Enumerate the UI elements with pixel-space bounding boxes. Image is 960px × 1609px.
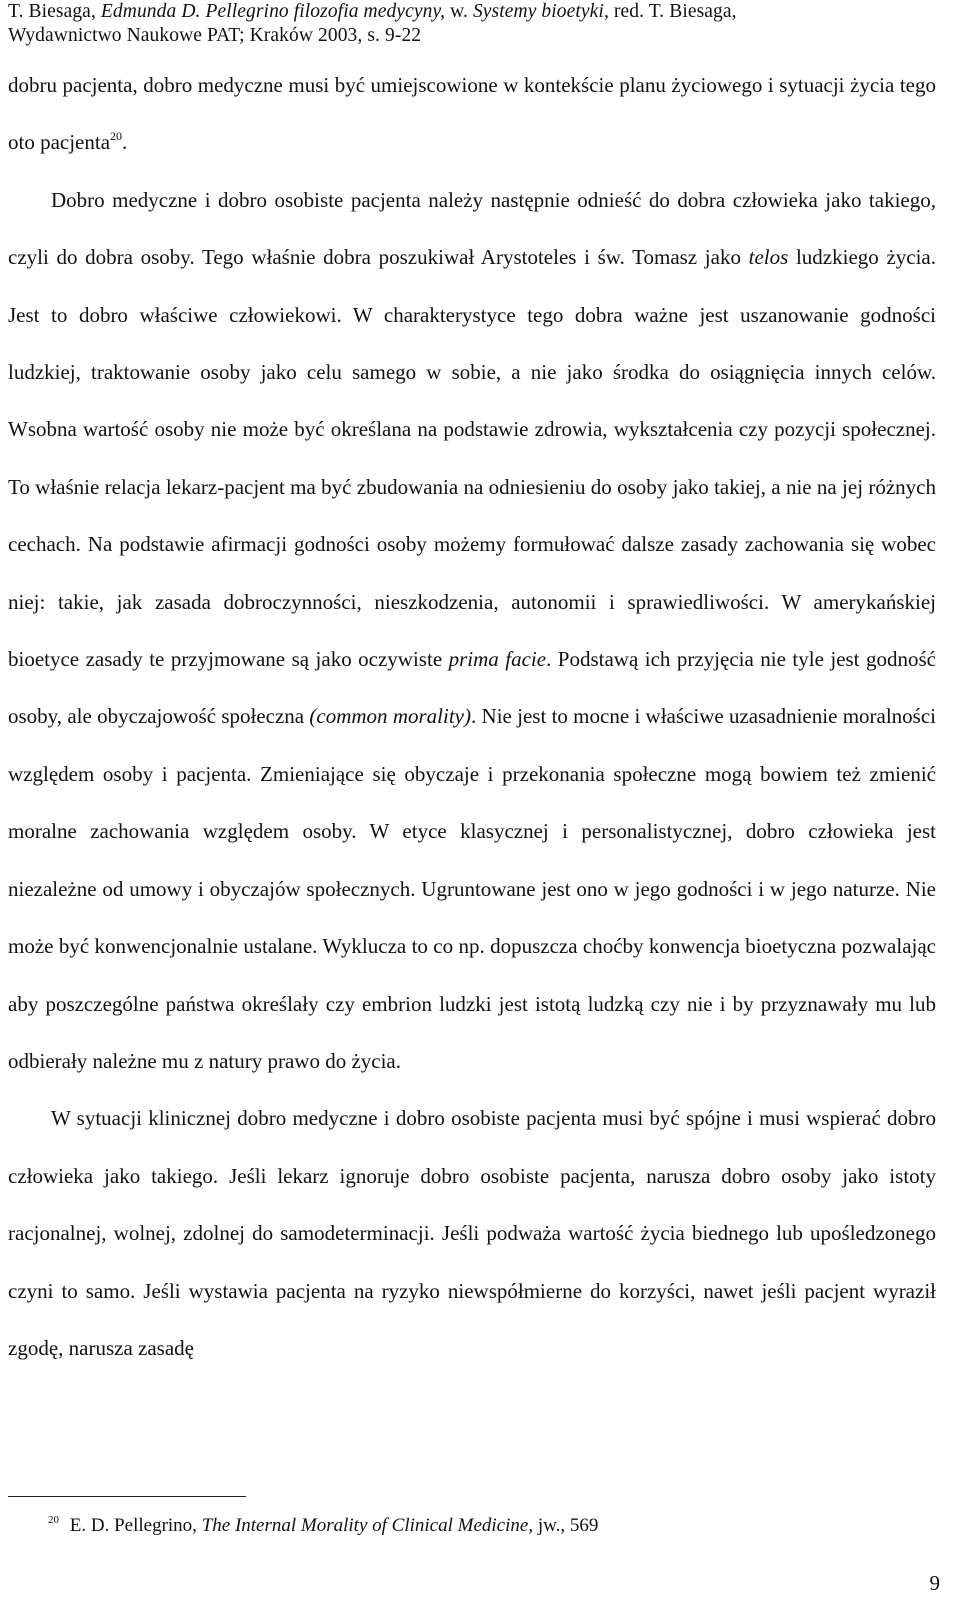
paragraph-2 xyxy=(8,172,936,1091)
paragraph-1-end: . xyxy=(122,130,128,155)
footnote-divider xyxy=(8,1496,246,1497)
paragraph-1-text: dobru pacjenta, dobro medyczne musi być umiejscowione w kontekście planu życiowego i sytuacji życia tego oto pacjenta xyxy=(8,73,936,155)
footnote-pages: jw., 569 xyxy=(533,1515,599,1536)
paragraph-2-italic-common-morality: (common morality) xyxy=(309,704,471,729)
footnote-number: 20 xyxy=(48,1514,59,1526)
header-book-title: Systemy bioetyki, xyxy=(472,1,609,22)
main-text xyxy=(8,57,936,1377)
page-number: 9 xyxy=(929,1571,940,1595)
footnote-reference[interactable]: 20 xyxy=(110,129,123,144)
paragraph-1 xyxy=(8,57,936,172)
header-author: T. Biesaga, xyxy=(8,1,101,22)
paragraph-2-text-c: . Podstawą ich przyjęcia nie tyle jest godność osoby, ale obyczajowość społeczna xyxy=(8,647,936,729)
header-line-1 xyxy=(8,0,948,24)
paragraph-2-italic-telos: telos xyxy=(748,245,789,270)
paragraph-3: W sytuacji klinicznej dobro medyczne i dobro osobiste pacjenta musi być spójne i musi wspierać dobro człowieka jako takiego. Jeśli lekarz ignoruje dobro osobiste pacjenta, narusza dobro osoby jako istoty racjonalnej, wolnej, zdolnej do samodeterminacji. Jeśli podważa wartość życia biednego lub upośledzonego czyni to samo. Jeśli wystawia pacjenta na ryzyko niewspółmierne do korzyści, nawet jeśli pacjent wyraził zgodę, narusza zasadę xyxy=(8,1106,936,1360)
paragraph-2-text-d: . Nie jest to mocne i właściwe uzasadnienie moralności względem osoby i pacjenta. Zmieniające się obyczaje i przekonania społeczne mogą bowiem też zmienić moralne zachowania względem osoby. W etyce klasycznej i personalistycznej, dobro człowieka jest niezależne od umowy i obyczajów społecznych. Ugruntowane jest ono w jego godności i w jego naturze. Nie może być konwencjonalnie ustalane. Wyklucza to co np. dopuszcza choćby konwencja bioetyczna pozwalając aby poszczególne państwa określały czy embrion ludzki jest istotą ludzką czy nie i by przyznawały mu lub odbierały należne mu z natury prawo do życia. xyxy=(8,704,936,1073)
header-in: w. xyxy=(445,1,473,22)
bibliographic-header xyxy=(8,0,948,48)
footnote xyxy=(48,1514,598,1538)
footnote-author: E. D. Pellegrino, xyxy=(65,1515,202,1536)
footnote-title: The Internal Morality of Clinical Medicine, xyxy=(201,1515,534,1536)
header-line-2: Wydawnictwo Naukowe PAT; Kraków 2003, s. 9-22 xyxy=(8,25,422,46)
paragraph-2-italic-prima-facie: prima facie xyxy=(448,647,547,672)
header-title: Edmunda D. Pellegrino filozofia medycyny, xyxy=(100,1,446,22)
paragraph-2-text-a: Dobro medyczne i dobro osobiste pacjenta należy następnie odnieść do dobra człowieka jako takiego, czyli do dobra osoby. Tego właśnie dobra poszukiwał Arystoteles i św. Tomasz jako xyxy=(8,187,936,270)
paragraph-2-text-b: ludzkiego życia. Jest to dobro właściwe człowiekowi. W charakterystyce tego dobra ważne jest uszanowanie godności ludzkiej, traktowanie osoby jako celu samego w sobie, a nie jako środka do osiągnięcia innych celów. Wsobna wartość osoby nie może być określana na podstawie zdrowia, wykształcenia czy pozycji społecznej. To właśnie relacja lekarz-pacjent ma być zbudowania na odniesieniu do osoby jako takiej, a nie na jej różnych cechach. Na podstawie afirmacji godności osoby możemy formułować dalsze zasady zachowania się wobec niej: takie, jak zasada dobroczynności, nieszkodzenia, autonomii i sprawiedliwości. W amerykańskiej bioetyce zasady te przyjmowane są jako oczywiste xyxy=(8,245,936,672)
header-editor: red. T. Biesaga, xyxy=(608,1,737,22)
